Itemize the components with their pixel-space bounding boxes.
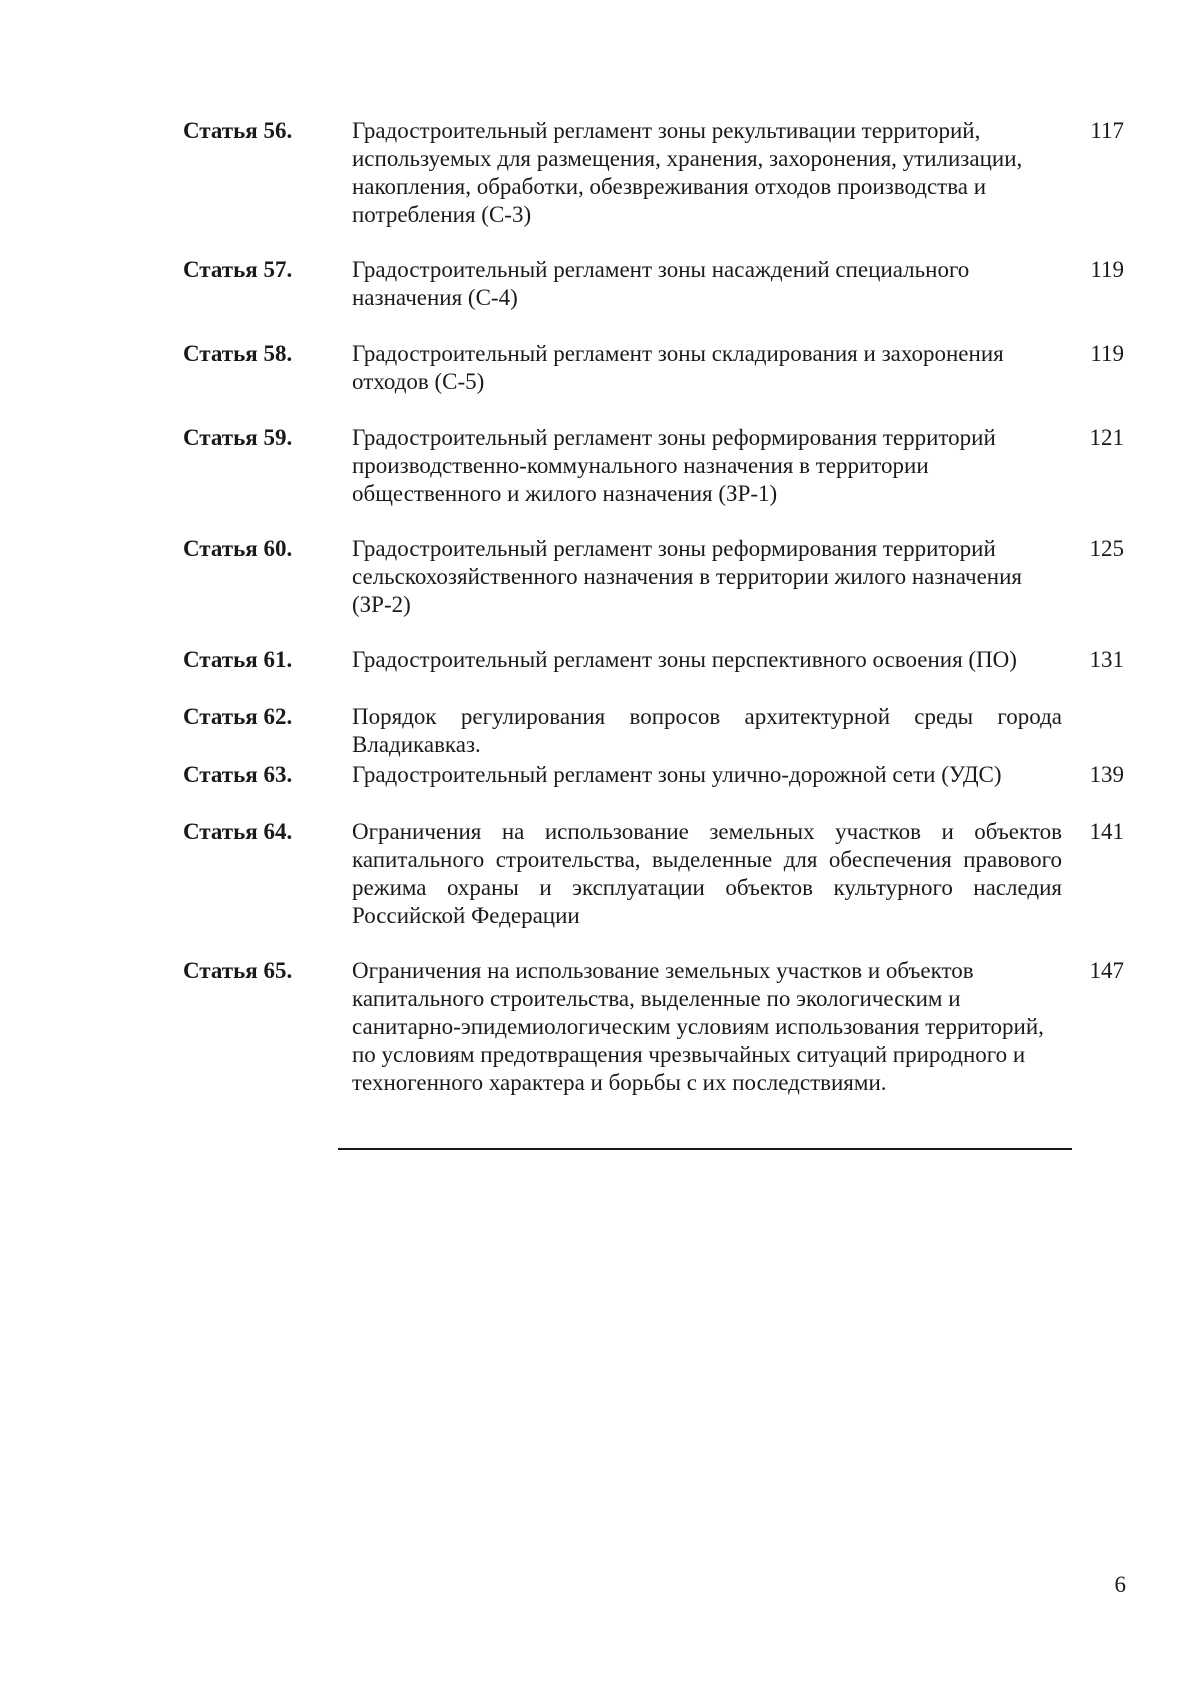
toc-entry-page: 131 <box>1089 647 1124 672</box>
toc-entry-title: Градостроительный регламент зоны реформирования территорий производственно-коммунального назначения в территории общественного и жилого назначения (ЗР-1) <box>352 425 996 506</box>
toc-entry-title: Градостроительный регламент зоны перспективного освоения (ПО) <box>352 647 1017 672</box>
toc-entry-label: Статья 58. <box>183 341 293 366</box>
toc-entry-label: Статья 57. <box>183 257 293 282</box>
toc-entry-title: Градостроительный регламент зоны реформирования территорий сельскохозяйственного назначения в территории жилого назначения (ЗР-2) <box>352 536 1022 617</box>
toc-entry-page: 147 <box>1089 958 1124 983</box>
toc-entry-page: 139 <box>1089 762 1124 787</box>
page-number: 6 <box>1114 1572 1126 1597</box>
toc-entry-label: Статья 60. <box>183 536 293 561</box>
toc-entry-label: Статья 61. <box>183 647 293 672</box>
toc-entry-page: 141 <box>1089 819 1124 844</box>
toc-entry-title: Ограничения на использование земельных участков и объектов капитального строительства, выделенные для обеспечения правового режима охраны и эксплуатации объектов культурного наследия Российской Федерации <box>352 819 1062 928</box>
section-end-rule <box>338 1148 1072 1150</box>
toc-entry-label: Статья 56. <box>183 118 293 143</box>
toc-entry-title: Градостроительный регламент зоны рекультивации территорий, используемых для размещения, хранения, захоронения, утилизации, накопления, обработки, обезвреживания отходов производства и потребления (С-3) <box>352 118 1023 227</box>
toc-entry-label: Статья 65. <box>183 958 293 983</box>
toc-entry-page: 121 <box>1089 425 1124 450</box>
toc-entry-page: 125 <box>1089 536 1124 561</box>
toc-entry-page: 119 <box>1090 341 1124 366</box>
toc-entry-title: Градостроительный регламент зоны складирования и захоронения отходов (С-5) <box>352 341 1004 394</box>
toc-entry-title: Порядок регулирования вопросов архитектурной среды города Владикавказ. <box>352 704 1062 757</box>
toc-entry-title: Градостроительный регламент зоны улично-дорожной сети (УДС) <box>352 762 1002 787</box>
toc-entry-label: Статья 64. <box>183 819 293 844</box>
toc-entry-label: Статья 59. <box>183 425 293 450</box>
toc-entry-page: 117 <box>1090 118 1124 143</box>
toc-entry-label: Статья 63. <box>183 762 293 787</box>
toc-entry-title: Ограничения на использование земельных участков и объектов капитального строительства, выделенные по экологическим и санитарно-эпидемиологическим условиям использования территорий, по условиям предотвращения чрезвычайных ситуаций природного и техногенного характера и борьбы с их последствиями. <box>352 958 1044 1095</box>
toc-entry-title: Градостроительный регламент зоны насаждений специального назначения (С-4) <box>352 257 970 310</box>
toc-entry-page: 119 <box>1090 257 1124 282</box>
toc-entry-label: Статья 62. <box>183 704 293 729</box>
